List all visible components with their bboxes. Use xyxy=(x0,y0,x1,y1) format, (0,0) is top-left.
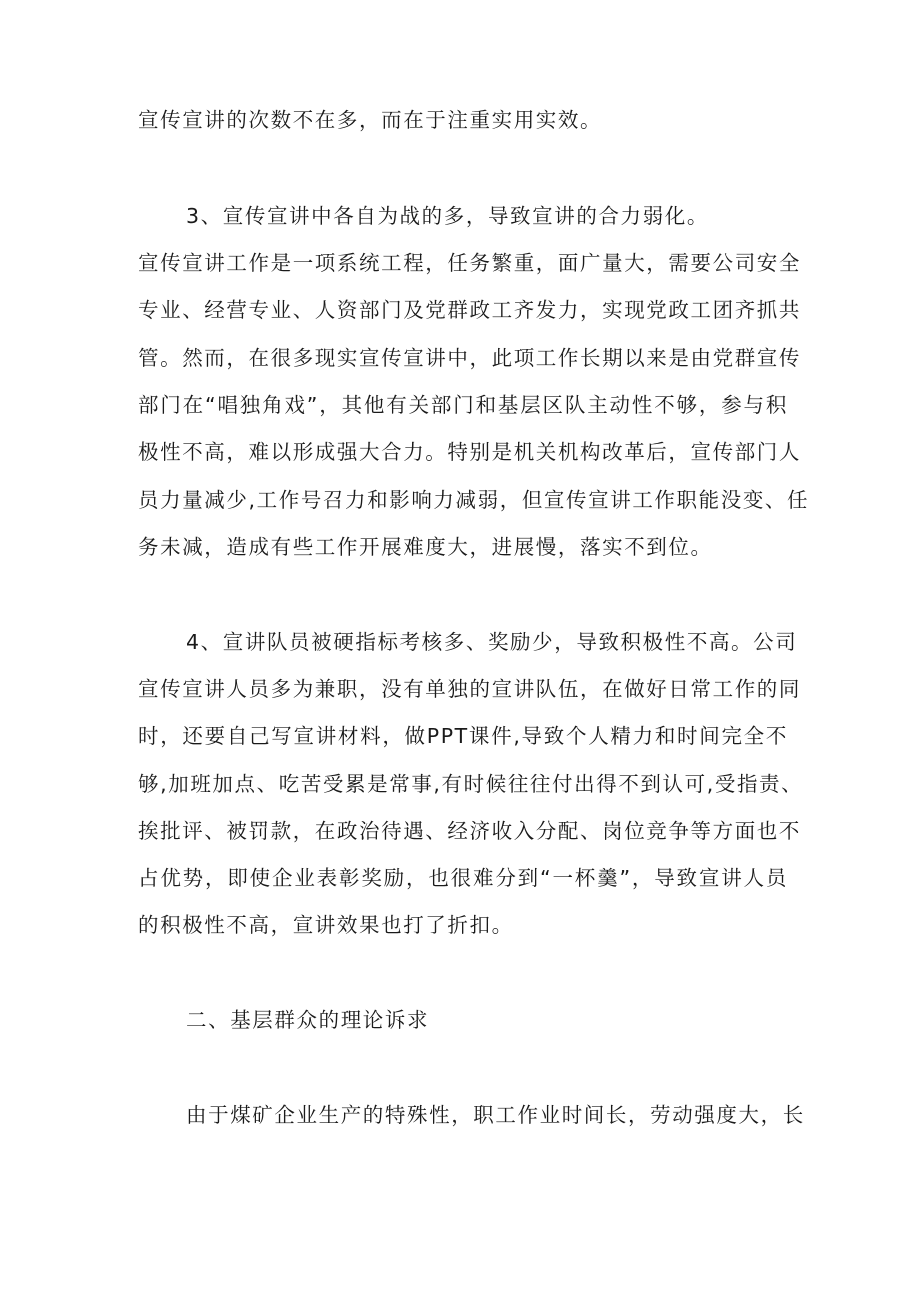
paragraph-line: 管。然而，在很多现实宣传宣讲中，此项工作长期以来是由党群宣传 xyxy=(138,346,801,370)
paragraph-line: 宣传宣讲的次数不在多，而在于注重实用实效。 xyxy=(138,108,603,132)
paragraph-line: 占优势，即使企业表彰奖励，也很难分到“一杯羹”，导致宣讲人员 xyxy=(138,866,788,890)
section-heading-4: 4、宣讲队员被硬指标考核多、奖励少，导致积极性不高。公司 xyxy=(186,630,798,654)
paragraph-line: 宣传宣讲人员多为兼职，没有单独的宣讲队伍，在做好日常工作的同 xyxy=(138,677,801,701)
paragraph-line: 务未减，造成有些工作开展难度大，进展慢，落实不到位。 xyxy=(138,535,713,559)
paragraph-line: 宣传宣讲工作是一项系统工程，任务繁重，面广量大，需要公司安全 xyxy=(138,251,801,275)
section-heading-3: 3、宣传宣讲中各自为战的多，导致宣讲的合力弱化。 xyxy=(186,204,709,228)
paragraph-line: 部门在“唱独角戏”，其他有关部门和基层区队主动性不够，参与积 xyxy=(138,393,788,417)
paragraph-line: 的积极性不高，宣讲效果也打了折扣。 xyxy=(138,913,514,937)
paragraph-line: 极性不高，难以形成强大合力。特别是机关机构改革后，宣传部门人 xyxy=(138,440,801,464)
paragraph-line: 挨批评、被罚款，在政治待遇、经济收入分配、岗位竞争等方面也不 xyxy=(138,819,801,843)
section-heading-2: 二、基层群众的理论诉求 xyxy=(186,1008,430,1032)
paragraph-line: 由于煤矿企业生产的特殊性，职工作业时间长，劳动强度大，长 xyxy=(186,1103,805,1127)
paragraph-line: 专业、经营专业、人资部门及党群政工齐发力，实现党政工团齐抓共 xyxy=(138,298,801,322)
paragraph-line: 够,加班加点、吃苦受累是常事,有时候往往付出得不到认可,受指责、 xyxy=(138,772,804,796)
paragraph-line: 员力量减少,工作号召力和影响力减弱，但宣传宣讲工作职能没变、任 xyxy=(138,488,810,512)
paragraph-line: 时，还要自己写宣讲材料，做PPT课件,导致个人精力和时间完全不 xyxy=(138,724,788,748)
